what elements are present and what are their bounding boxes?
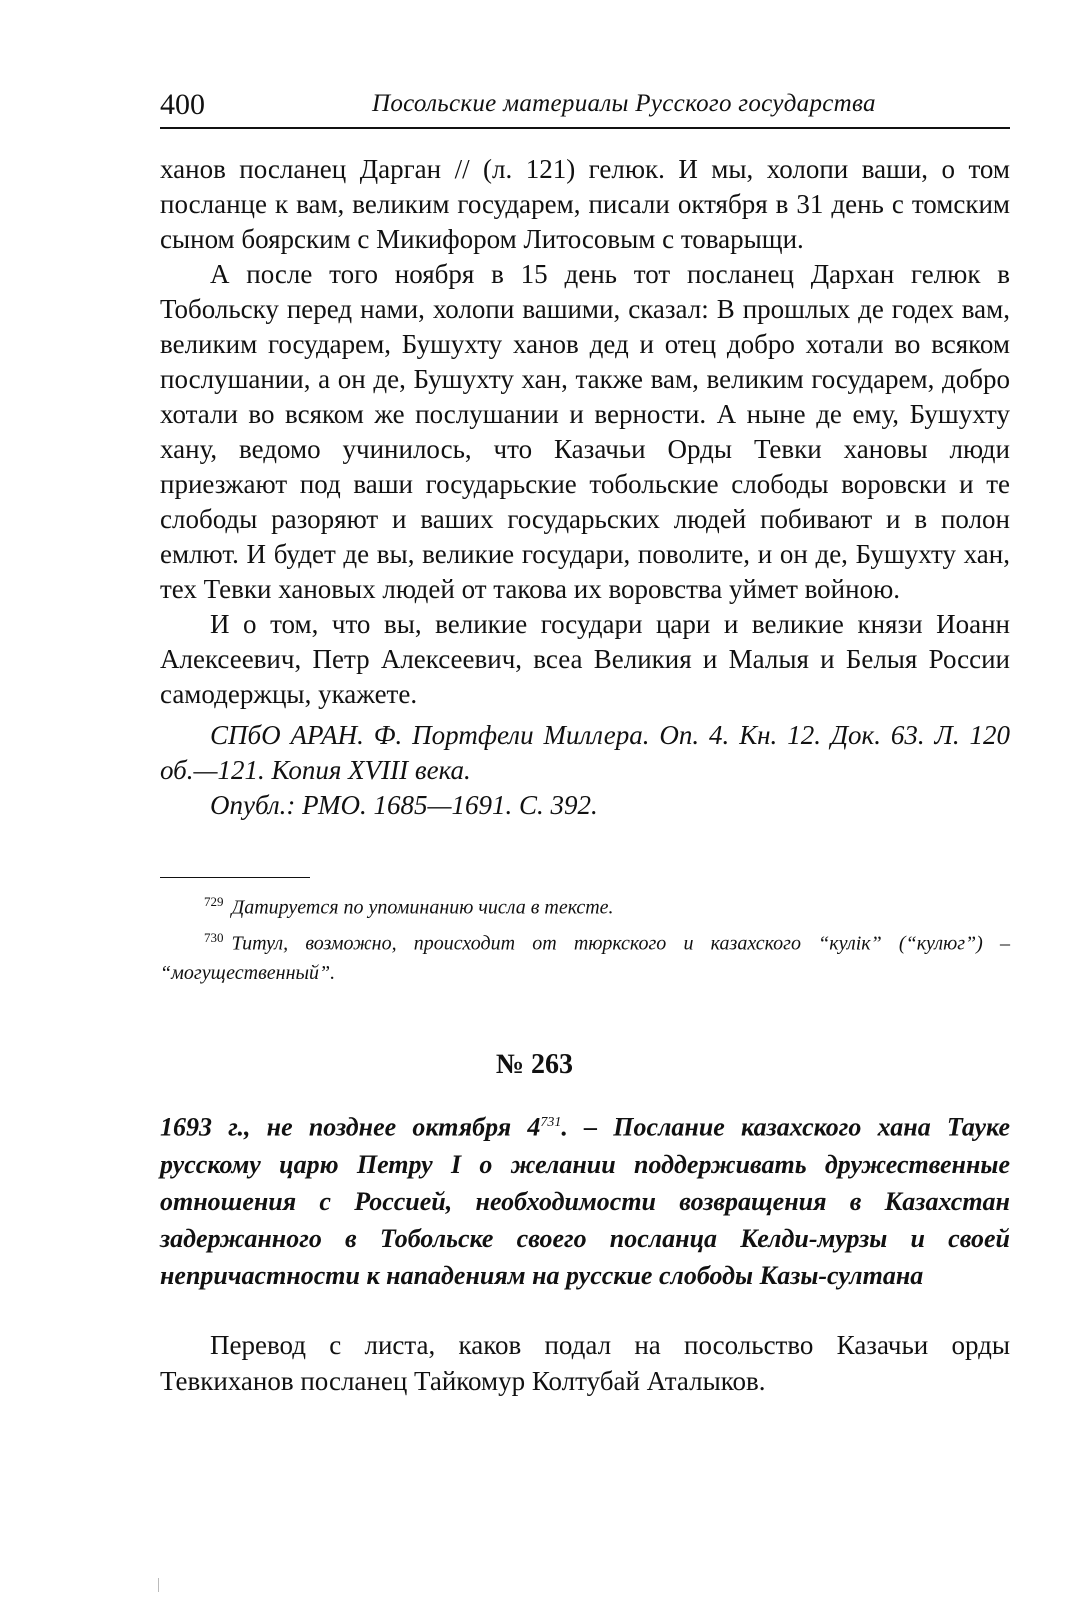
footnote-text: Титул, возможно, происходит от тюркского и казахского “кулiк” (“кулюг”) – “могущественный”.	[160, 932, 1010, 985]
footnote	[160, 887, 1010, 923]
paragraph-continuation: ханов посланец Дарган // (л. 121) гелюк. И мы, холопи ваши, о том посланце к вам, великим государем, писали октября в 31 день с томским сыном боярским с Микифором Литосовым с товарыщи.	[160, 154, 1010, 254]
paragraph: И о том, что вы, великие государи цари и великие князи Иоанн Алексеевич, Петр Алексеевич, всеа Великия и Малыя и Белыя России самодержцы, укажете.	[160, 609, 1010, 709]
footnotes	[160, 887, 1010, 988]
scan-mark	[158, 1578, 159, 1592]
page-header	[160, 88, 1010, 128]
document-intro: Перевод с листа, каков подал на посольство Казачьи орды Тевкиханов посланец Тайкомур Колтубай Аталыков.	[160, 1330, 1010, 1396]
document-title-date: 1693 г., не позднее октября 4	[160, 1112, 541, 1142]
footnote-rule	[160, 877, 310, 878]
body-text	[160, 152, 1010, 823]
header-rule	[160, 127, 1010, 129]
running-title: Посольские материалы Русского государства	[372, 90, 876, 117]
document-number: № 263	[495, 1049, 574, 1080]
archive-reference: СПбО АРАН. Ф. Портфели Миллера. Оп. 4. Кн. 12. Док. 63. Л. 120 об.—121. Копия XVIII века.	[160, 720, 1010, 785]
document-title	[160, 1104, 1010, 1294]
footnote	[160, 923, 1010, 989]
footnote-number: 729	[204, 894, 224, 909]
paragraph: А после того ноября в 15 день тот посланец Дархан гелюк в Тобольску перед нами, холопи вашими, сказал: В прошлых де годех вам, великим государем, Бушухту ханов дед и отец добро хотали во всяком послушании, а он де, Бушухту хан, также вам, великим государем, добро хотали во всяком же послушании и верности. А ныне де ему, Бушухту хану, ведомо учинилось, что Казачьи Орды Тевки хановы люди приезжают под ваши государьские тобольские слободы воровски и те слободы разоряют и ваших государьских людей побивают и в полон емлют. И будет де вы, великие государи, поволите, и он де, Бушухту хан, тех Тевки хановых людей от такова их воровства уймет войною.	[160, 259, 1010, 604]
page-number: 400	[160, 88, 205, 121]
footnote-text: Датируется по упоминанию числа в тексте.	[231, 896, 614, 919]
document-title-footnote: 731	[540, 1115, 562, 1130]
document-title-text: . – Послание казахского хана Тауке русскому царю Петру I о желании поддерживать дружественные отношения с Россией, необходимости возвращения в Казахстан задержанного в Тобольске своего посланца Келди-мурзы и своей непричастности к нападениям на русские слободы Казы-султана	[160, 1112, 1010, 1290]
footnote-number: 730	[204, 929, 224, 945]
publication-reference: Опубл.: РМО. 1685—1691. С. 392.	[210, 790, 598, 820]
